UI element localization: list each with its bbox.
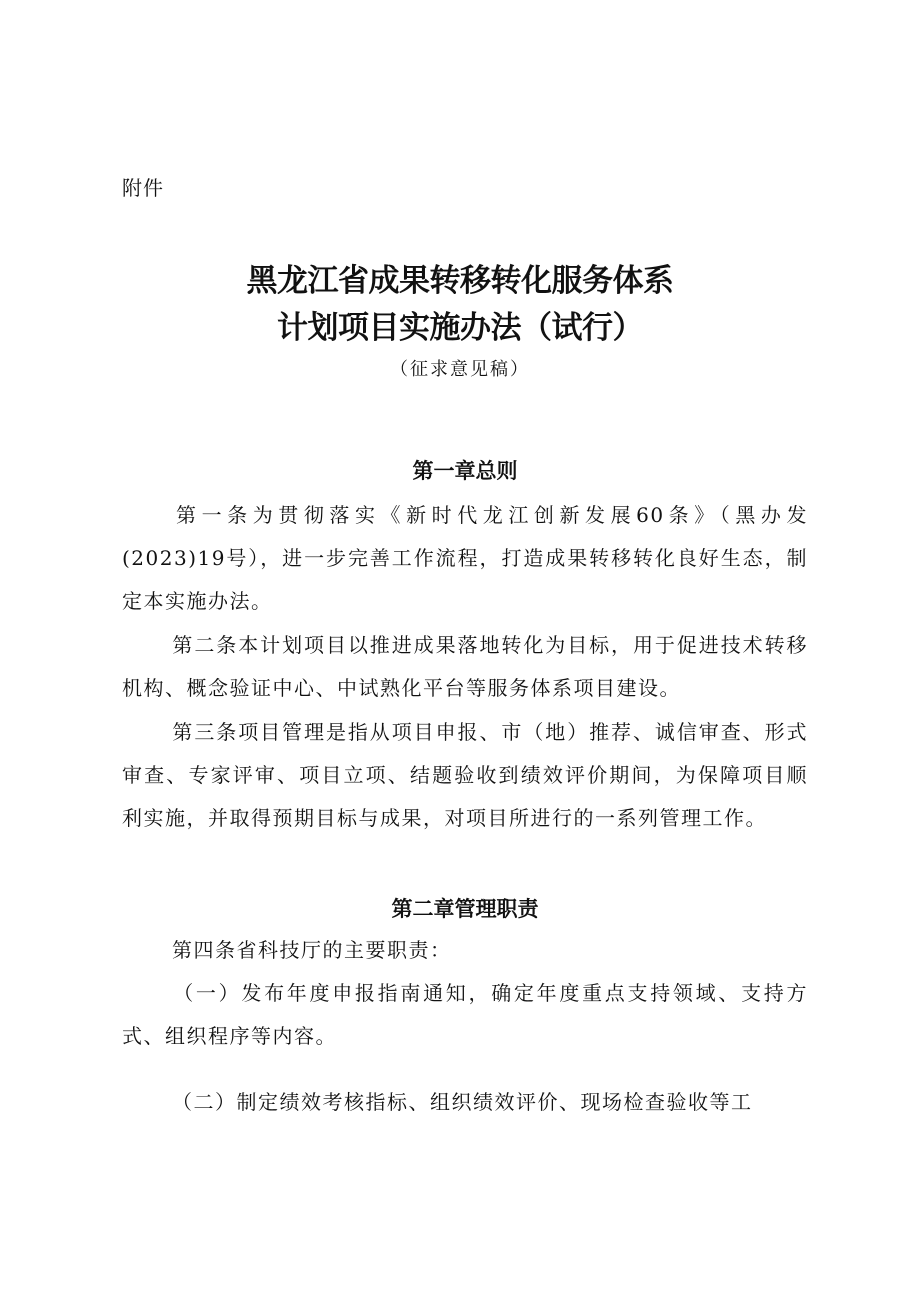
document-title-line-2: 计划项目实施办法（试行） xyxy=(277,310,643,346)
article-paragraph xyxy=(122,494,808,623)
document-subtitle: （征求意见稿） xyxy=(390,359,530,380)
attachment-label: 附件 xyxy=(122,176,164,200)
article-paragraph xyxy=(122,929,808,972)
document-title-line-1: 黑龙江省成果转移转化服务体系 xyxy=(246,263,674,299)
article-text: 第四条省科技厅的主要职责： xyxy=(172,938,452,962)
article-paragraph xyxy=(122,1081,808,1124)
article-text: （二）制定绩效考核指标、组织绩效评价、现场检查验收等工 xyxy=(172,1090,753,1114)
chapter-heading-1: 第一章总则 xyxy=(412,459,518,483)
article-paragraph xyxy=(122,972,808,1058)
article-text: （一）发布年度申报指南通知，确定年度重点支持领域、支持方式、组织程序等内容。 xyxy=(122,981,808,1048)
article-text: 第三条项目管理是指从项目申报、市（地）推荐、诚信审查、形式审查、专家评审、项目立项、结题验收到绩效评价期间，为保障项目顺利实施，并取得预期目标与成果，对项目所进行的一系列管理工作。 xyxy=(122,720,808,830)
article-text: 第二条本计划项目以推进成果落地转化为目标，用于促进技术转移机构、概念验证中心、中试熟化平台等服务体系项目建设。 xyxy=(122,633,808,700)
chapter-heading-2: 第二章管理职责 xyxy=(391,897,539,921)
article-text: 第一条为贯彻落实《新时代龙江创新发展60条》（黑办发(2023)19号），进一步完善工作流程，打造成果转移转化良好生态，制定本实施办法。 xyxy=(122,503,808,613)
article-paragraph xyxy=(122,711,808,840)
article-paragraph xyxy=(122,624,808,710)
